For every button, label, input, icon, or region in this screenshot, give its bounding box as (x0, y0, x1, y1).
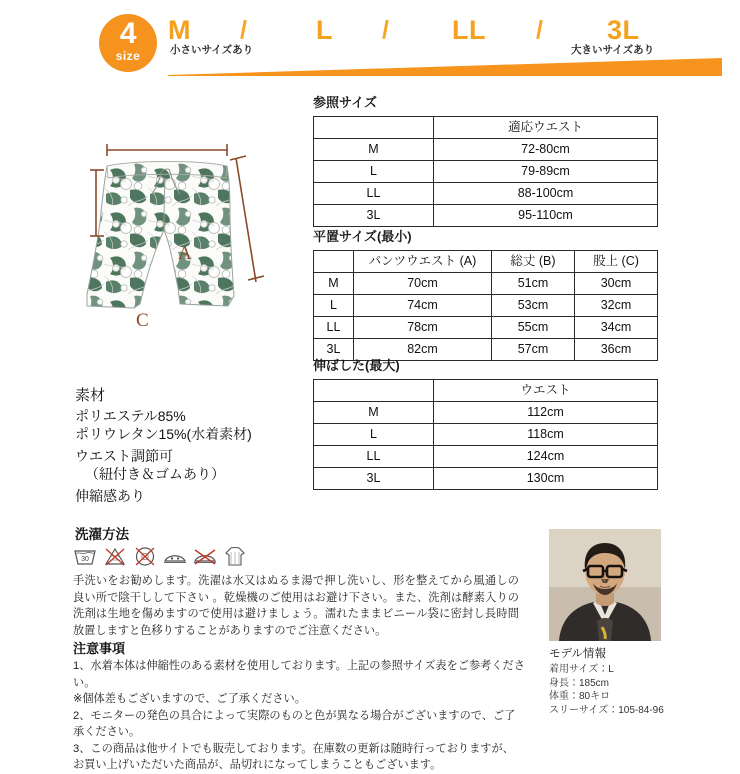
flatmin-r0-c0: M (314, 273, 354, 295)
precaution-item-3: 2、モニターの発色の具合によって実際のものと色が異なる場合がございますので、ご了承ください。 (73, 709, 516, 738)
small-size-note: 小さいサイズあり (170, 44, 254, 56)
size-header (0, 0, 740, 88)
material-section (75, 386, 325, 505)
drip-dry-shade-icon (222, 544, 248, 569)
table-row (314, 273, 658, 295)
reference-r0-c1: 72-80cm (434, 139, 658, 161)
stretched-max-size-title: 伸ばした(最大) (313, 358, 400, 373)
flatmin-r0-c1: 70cm (354, 273, 492, 295)
size-option-3l: 3L (607, 15, 640, 45)
table-row (314, 468, 658, 490)
flatmin-r2-c1: 78cm (354, 317, 492, 339)
no-tumble-dry-icon (132, 544, 158, 569)
precaution-item-2: ※個体差もございますので、ご了承ください。 (73, 693, 306, 705)
stretched-col-1: ウエスト (434, 380, 658, 402)
stretched-r3-c0: 3L (314, 468, 434, 490)
flatmin-r0-c3: 30cm (575, 273, 658, 295)
flatmin-r1-c1: 74cm (354, 295, 492, 317)
reference-r2-c0: LL (314, 183, 434, 205)
low-iron-icon (162, 544, 188, 569)
table-row (314, 424, 658, 446)
size-option-m: M (168, 15, 191, 45)
size-separator-2: / (382, 16, 389, 44)
model-portrait-illustration (549, 529, 661, 641)
garment-measurement-diagram (60, 118, 312, 363)
flatmin-r1-c2: 53cm (492, 295, 575, 317)
stretched-r0-c0: M (314, 402, 434, 424)
reference-r3-c1: 95-110cm (434, 205, 658, 227)
model-three-size: スリーサイズ：105-84-96 (549, 704, 664, 716)
stretched-r1-c1: 118cm (434, 424, 658, 446)
model-info-title: モデル情報 (549, 648, 606, 660)
flatmin-col-0 (314, 251, 354, 273)
wash-instructions-text: 手洗いをお勧めします。洗濯は水又はぬるま湯で押し洗いし、形を整えてから風通しの良い所で陰干しして下さい 。乾燥機のご使用はお避け下さい。また、洗剤は酵素入りの洗剤は生地を傷めますので使用は避けましょう。濡れたままビニール袋に密封し長時間放置しますと色移りすることがありますのでご注意ください。 (73, 575, 519, 637)
size-count-number: 4 (119, 17, 137, 50)
flatmin-r3-c3: 36cm (575, 339, 658, 361)
material-waist-detail: （紐付き＆ゴムあり） (85, 466, 225, 482)
table-row (314, 205, 658, 227)
stretched-col-0 (314, 380, 434, 402)
reference-r2-c1: 88-100cm (434, 183, 658, 205)
model-photo (549, 529, 661, 641)
dimension-label-a: A (178, 243, 192, 264)
flatmin-col-2: 総丈 (B) (492, 251, 575, 273)
table-row (314, 161, 658, 183)
table-header-row (314, 251, 658, 273)
model-info-lines (549, 663, 664, 717)
table-row (314, 402, 658, 424)
flat-min-size-title: 平置サイズ(最小) (313, 229, 412, 244)
model-height: 身長：185cm (549, 677, 610, 689)
svg-text:30: 30 (81, 556, 89, 563)
material-stretch: 伸縮感あり (75, 488, 145, 504)
table-row (314, 139, 658, 161)
hand-wash-30-icon (72, 544, 98, 569)
model-weight: 体重：80キロ (549, 691, 611, 702)
shorts-illustration (60, 118, 312, 363)
size-separator-3: / (536, 16, 543, 44)
reference-r1-c0: L (314, 161, 434, 183)
precaution-item-4: 3、この商品は他サイトでも販売しております。在庫数の更新は随時行っておりますが、お買い上げいただいた商品が、品切れになってしまうこともございます。 (73, 742, 514, 771)
flatmin-r2-c2: 55cm (492, 317, 575, 339)
size-option-l: L (316, 15, 333, 45)
material-line-polyurethane: ポリウレタン15%(水着素材) (75, 426, 252, 442)
flatmin-r2-c0: LL (314, 317, 354, 339)
no-dry-clean-icon (192, 544, 218, 569)
flatmin-col-3: 股上 (C) (575, 251, 658, 273)
flatmin-col-1: パンツウエスト (A) (354, 251, 492, 273)
stretched-r2-c0: LL (314, 446, 434, 468)
reference-size-table (313, 116, 658, 227)
flat-min-size-table (313, 250, 658, 361)
model-info-section (549, 529, 664, 717)
reference-r1-c1: 79-89cm (434, 161, 658, 183)
large-size-note: 大きいサイズあり (571, 44, 655, 56)
flatmin-r0-c2: 51cm (492, 273, 575, 295)
model-wear-size: 着用サイズ：L (549, 664, 614, 675)
stretched-r2-c1: 124cm (434, 446, 658, 468)
stretched-r3-c1: 130cm (434, 468, 658, 490)
size-option-ll: LL (452, 15, 486, 45)
reference-r0-c0: M (314, 139, 434, 161)
size-count-badge (99, 14, 157, 72)
material-waist-adjustable: ウエスト調節可 (75, 448, 173, 464)
size-option-list (168, 14, 722, 48)
reference-r3-c0: 3L (314, 205, 434, 227)
table-row (314, 317, 658, 339)
stretched-max-size-table (313, 379, 658, 490)
size-separator-1: / (240, 16, 247, 44)
material-line-polyester: ポリエステル85% (75, 408, 186, 424)
flatmin-r2-c3: 34cm (575, 317, 658, 339)
flatmin-r1-c0: L (314, 295, 354, 317)
precautions-body (73, 658, 525, 774)
table-row (314, 183, 658, 205)
size-count-label: size (115, 49, 141, 63)
reference-size-title: 参照サイズ (313, 95, 377, 110)
flatmin-r3-c1: 82cm (354, 339, 492, 361)
flatmin-r1-c3: 32cm (575, 295, 658, 317)
stretched-r1-c0: L (314, 424, 434, 446)
precaution-item-1: 1、水着本体は伸縮性のある素材を使用しております。上記の参照サイズ表をご参考ください。 (73, 660, 525, 689)
size-gradient-wedge (168, 58, 722, 76)
no-bleach-icon (102, 544, 128, 569)
reference-col-1: 適応ウエスト (434, 117, 658, 139)
reference-col-0 (314, 117, 434, 139)
care-symbol-row (72, 544, 252, 570)
flatmin-r3-c2: 57cm (492, 339, 575, 361)
wash-method-title: 洗濯方法 (75, 527, 129, 542)
table-row (314, 295, 658, 317)
table-row (314, 446, 658, 468)
dimension-label-c: C (136, 310, 149, 331)
material-title: 素材 (75, 387, 106, 404)
stretched-r0-c1: 112cm (434, 402, 658, 424)
table-header-row (314, 380, 658, 402)
precautions-title: 注意事項 (73, 641, 126, 656)
flatmin-r3-c0: 3L (314, 339, 354, 361)
table-header-row (314, 117, 658, 139)
